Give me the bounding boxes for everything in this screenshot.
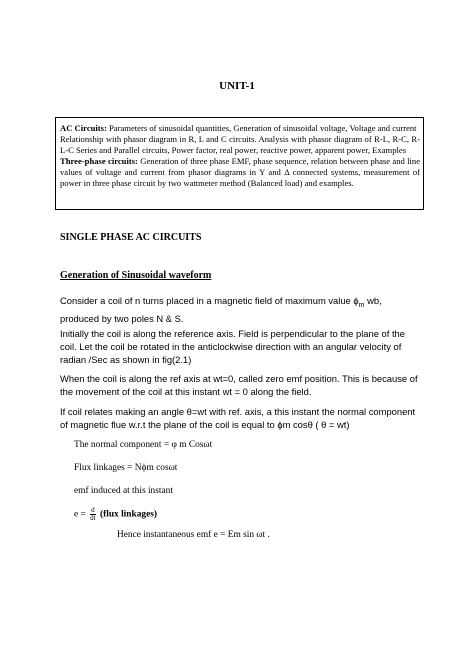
p4-text: If coil relates making an angle θ=wt with ref. axis, a this instant the normal component of magnetic flue w.r.t the plane of the coil is equal to ϕm cosθ ( θ = wt) xyxy=(60,406,416,430)
three-phase-text: Generation of three phase EMF, phase sequence, relation between phase and line values of voltage and current from phasor diagrams in Y and Δ connected systems, measurement of power in three phase circuit by two wattmeter method (Balanced load) and examples. xyxy=(60,156,421,188)
phi-subscript: m xyxy=(358,301,365,309)
eq-emf-induced: emf induced at this instant xyxy=(74,486,173,496)
eq-instantaneous-emf: Hence instantaneous emf e = Em sin ωt . xyxy=(117,530,270,540)
paragraph-2 xyxy=(60,327,422,366)
eq-e-rhs: (flux linkages) xyxy=(97,509,158,520)
sub-heading: Generation of Sinusoidal waveform xyxy=(60,270,212,281)
eq-flux-linkages: Flux linkages = Nϕm cosωt xyxy=(74,463,178,473)
ac-circuits-text: Parameters of sinusoidal quantities, Generation of sinusoidal voltage, Voltage and current xyxy=(106,123,417,133)
syllabus-three-phase xyxy=(60,156,420,189)
p3-text: When the coil is along the ref axis at wt=0, called zero emf position. This is because of the movement of the coil at this instant wt = 0 along the field. xyxy=(60,373,418,397)
syllabus-phasor-line: Relationship with phasor diagram in R, L and C circuits. Analysis with phasor diagram of R-L, R-C, R-L-C Series and Parallel circuits, Power factor, real power, reactive power, apparent power, Examples xyxy=(60,134,420,155)
frac-numerator: d xyxy=(91,506,95,514)
eq-emf-derivative xyxy=(74,507,157,522)
paragraph-1 xyxy=(60,294,422,325)
eq-e-lhs: e = xyxy=(74,509,89,520)
ac-circuits-label: AC Circuits: xyxy=(60,123,107,133)
section-heading: SINGLE PHASE AC CIRCUITS xyxy=(60,232,202,243)
p1-text-b: wb, produced by two poles N & S. xyxy=(60,295,382,324)
phi-symbol: ϕ xyxy=(353,295,359,306)
syllabus-ac-circuits xyxy=(60,123,420,134)
syllabus-box xyxy=(55,117,424,210)
paragraph-3 xyxy=(60,372,422,398)
p1-text-a: Consider a coil of n turns placed in a magnetic field of maximum value xyxy=(60,295,354,306)
p2-text: Initially the coil is along the reference axis. Field is perpendicular to the plane of the coil. Let the coil be rotated in the anticlockwise direction with an angular velocity of radian /Sec as shown in fig(2.1) xyxy=(60,328,405,365)
frac-denominator: dt xyxy=(90,514,96,522)
unit-title: UNIT-1 xyxy=(219,80,255,92)
paragraph-4 xyxy=(60,405,422,431)
derivative-fraction xyxy=(90,507,96,522)
eq-normal-component: The normal component = φ m Cosωt xyxy=(74,440,213,450)
three-phase-label: Three-phase circuits: xyxy=(60,156,138,166)
